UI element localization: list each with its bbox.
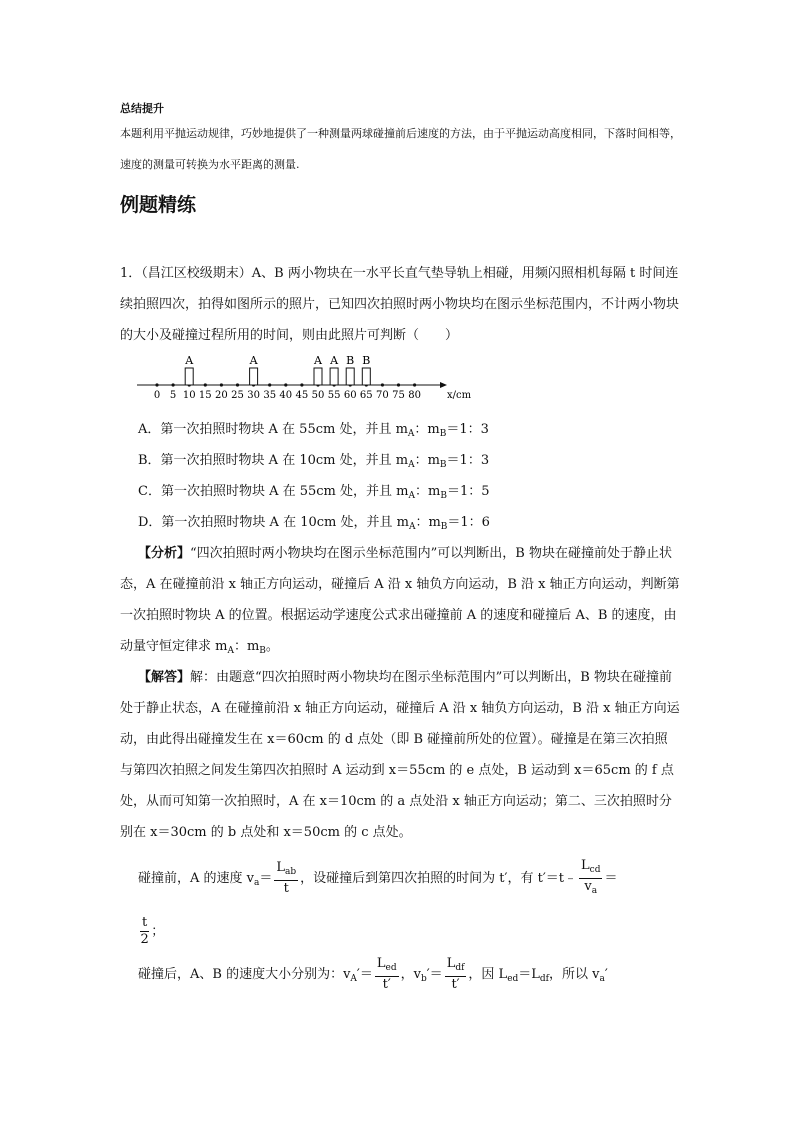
solution-formula-line-1: 碰撞前，A 的速度 $v_a=$ $\frac{L_{ab}}{t}$ ，设碰撞后到第四次拍照的时间为 t′，有 t′＝t﹣ $\frac{L_{cd}}{v_a}$ ＝ xyxy=(138,858,683,903)
tick-label: 55 xyxy=(327,390,341,401)
axis-label: x/cm xyxy=(447,390,472,401)
tick-label: 0 xyxy=(153,390,161,401)
block-label: B xyxy=(346,354,355,367)
fraction-lab-over-t: $\frac{L_{ab}}{t}$ xyxy=(276,860,297,896)
analysis-paragraph: 【分析】“四次拍照时两小物块均在图示坐标范围内”可以判断出，B 物块在碰撞前处于静止状态，A 在碰撞前沿 x 轴正方向运动，碰撞后 A 沿 x 轴负方向运动，B 沿 x 轴正方向运动，判断第一次拍照时物块 A 的位置。根据运动学速度公式求出碰撞前 A 的速度和碰撞后 A、B 的速度，由动量守恒定律求 $m_A$：$m_B$。 xyxy=(120,546,680,656)
tick-dot xyxy=(268,383,271,386)
block-label: B xyxy=(362,354,371,367)
solution-paragraph: 【解答】解：由题意“四次拍照时两小物块均在图示坐标范围内”可以判断出，B 物块在碰撞前处于静止状态，A 在碰撞前沿 x 轴正方向运动，碰撞后 A 沿 x 轴负方向运动，B 沿 x 轴正方向运动，由此得出碰撞发生在 x＝60cm 的 d 点处（即 B 碰撞前所处的位置）。碰撞是在第三次拍照与第四次拍照之间发生第四次拍照时 A 运动到 x＝55cm 的 e 点处，B 运动到 x＝65cm 的 f 点处，从而可知第一次拍照时，A 在 x＝10cm 的 a 点处沿 x 轴正方向运动；第二、三次拍照时分别在 x＝30cm 的 b 点处和 x＝50cm 的 c 点处。 xyxy=(120,670,680,840)
block-a xyxy=(250,368,258,385)
option-c[interactable]: C．第一次拍照时物块 A 在 55cm 处，并且 $m_A$：$m_B=1$：5 xyxy=(138,484,490,501)
tick-label: 5 xyxy=(169,390,177,401)
axis-arrow-icon xyxy=(440,382,447,388)
fraction-t-over-2: $\frac{t}{2}$ xyxy=(140,915,149,947)
block-label: A xyxy=(314,354,322,367)
solution-formula-line-2: $\frac{t}{2}$ ； xyxy=(140,915,165,947)
summary-text: 本题利用平抛运动规律，巧妙地提供了一种测量两球碰撞前后速度的方法，由于平抛运动高度相同，下落时间相等，速度的测量可转换为水平距离的测量. xyxy=(120,127,681,171)
tick-dot xyxy=(155,383,158,386)
tick-dot xyxy=(172,383,175,386)
question-stem xyxy=(120,258,680,351)
tick-dot xyxy=(300,383,303,386)
tick-dot xyxy=(284,383,287,386)
section-title: 例题精练 xyxy=(120,194,197,216)
fraction-lcd-over-va: $\frac{L_{cd}}{v_a}$ xyxy=(581,858,601,896)
tick-label: 45 xyxy=(295,390,309,401)
tick-label: 35 xyxy=(263,390,277,401)
block-label: A xyxy=(330,354,339,367)
tick-dot xyxy=(381,383,384,386)
tick-dot xyxy=(220,383,223,386)
tick-label: 70 xyxy=(376,390,389,401)
tick-label: 65 xyxy=(359,390,373,401)
tick-label: 75 xyxy=(392,390,405,401)
summary-title: 总结提升 xyxy=(120,102,164,115)
tick-dot xyxy=(236,383,239,386)
tick-dot xyxy=(204,383,207,386)
block-label: A xyxy=(249,354,258,367)
block-a xyxy=(185,368,193,385)
question-text: （昌江区校级期末）A、B 两小物块在一水平长直气垫导轨上相碰，用频闪照相机每隔 t 时间连续拍照四次，拍得如图所示的照片，已知四次拍照时两小物块均在图示坐标范围内，不计两小物块的大小及碰撞过程所用的时间，则由此照片可判断（ ） xyxy=(120,266,680,343)
tick-label: 60 xyxy=(343,390,357,401)
solution-label: 【解答】 xyxy=(138,670,191,685)
fraction-ldf-over-t-prime: $\frac{L_{df}}{t'}$ xyxy=(446,956,465,992)
block-a xyxy=(314,368,322,385)
block-label: A xyxy=(185,354,194,367)
analysis-label: 【分析】 xyxy=(138,546,191,561)
block-a xyxy=(330,368,338,385)
option-a[interactable]: A．第一次拍照时物块 A 在 55cm 处，并且 $m_A$：$m_B=1$：3 xyxy=(138,422,489,439)
question-number: 1． xyxy=(120,266,142,281)
number-line-figure xyxy=(135,350,475,406)
solution-formula-line-3: 碰撞后，A、B 的速度大小分别为：$v_A'=$ $\frac{L_{ed}}{t'}$ ，$v_b'=$ $\frac{L_{df}}{t'}$ ，因 $L_{ed}=L_{df}$，所以 $v_a'$ xyxy=(138,956,608,992)
tick-label: 30 xyxy=(247,390,260,401)
tick-label: 10 xyxy=(182,390,196,401)
tick-dot xyxy=(413,383,416,386)
tick-label: 80 xyxy=(408,390,421,401)
tick-dot xyxy=(397,383,400,386)
tick-label: 15 xyxy=(198,390,212,401)
block-b xyxy=(346,368,354,385)
block-b xyxy=(362,368,370,385)
tick-label: 40 xyxy=(279,390,293,401)
option-b[interactable]: B．第一次拍照时物块 A 在 10cm 处，并且 $m_A$：$m_B=1$：3 xyxy=(138,453,490,470)
tick-label: 25 xyxy=(231,390,244,401)
tick-label: 50 xyxy=(311,390,325,401)
option-d[interactable]: D．第一次拍照时物块 A 在 10cm 处，并且 $m_A$：$m_B=1$：6 xyxy=(138,515,490,532)
fraction-led-over-t-prime: $\frac{L_{ed}}{t'}$ xyxy=(376,956,397,992)
tick-label: 20 xyxy=(215,390,228,401)
